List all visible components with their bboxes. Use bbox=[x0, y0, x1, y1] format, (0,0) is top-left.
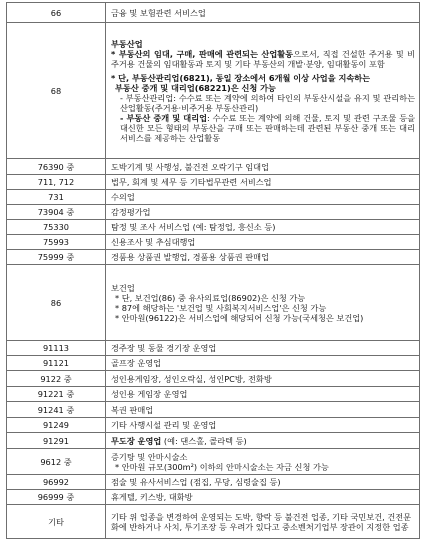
industry-description bbox=[106, 449, 420, 475]
industry-description: 금융 및 보험관련 서비스업 bbox=[106, 3, 420, 23]
table-row bbox=[7, 433, 420, 449]
note-line: * 단, 보건업(86) 중 유사의료업(86902)은 신청 가능 bbox=[115, 292, 306, 303]
table-row bbox=[7, 490, 420, 505]
industry-description: 점술 및 유사서비스업 (점집, 무당, 심령술집 등) bbox=[106, 475, 420, 490]
industry-code: 9612 중 bbox=[7, 449, 106, 475]
table-row bbox=[7, 402, 420, 418]
section-title: 보건업 bbox=[111, 282, 135, 293]
description-text: (예: 댄스홀, 콜라텍 등) bbox=[161, 435, 247, 446]
industry-code: 기타 bbox=[7, 505, 106, 539]
industry-code: 76390 중 bbox=[7, 159, 106, 175]
note-line: * 87에 해당하는 '보건업 및 사회복지서비스업'은 신청 가능 bbox=[115, 302, 327, 313]
table-row bbox=[7, 449, 420, 475]
industry-description: 탐정 및 조사 서비스업 (예: 탐정업, 흥신소 등) bbox=[106, 220, 420, 235]
industry-code: 66 bbox=[7, 3, 106, 23]
table-row bbox=[7, 175, 420, 190]
industry-code: 96992 bbox=[7, 475, 106, 490]
industry-description: 경품용 상품권 발행업, 경품용 상품권 판매업 bbox=[106, 250, 420, 265]
industry-code: 91241 중 bbox=[7, 402, 106, 418]
table-row bbox=[7, 475, 420, 490]
industry-code: 91113 bbox=[7, 341, 106, 356]
industry-description: 법무, 회계 및 세무 등 기타법무관련 서비스업 bbox=[106, 175, 420, 190]
note-line: * 단, 부동산관리업(6821), 동일 장소에서 6개월 이상 사업을 지속하는 bbox=[111, 72, 371, 83]
table-row bbox=[7, 220, 420, 235]
table-row bbox=[7, 23, 420, 159]
note-line bbox=[111, 113, 415, 143]
note-text: : 수수료 또는 계약에 의해 건물, 토지 및 관련 구조물 등을 대신한 모든 형태의 부동산을 구매 또는 판매하는데 관련된 부동산 중개 또는 대리 서비스를 제공하는 산업활동 bbox=[120, 112, 416, 143]
industry-description: 골프장 운영업 bbox=[106, 356, 420, 371]
note-emphasis: * 부동산의 임대, 구매, 판매에 관련되는 산업활동 bbox=[111, 48, 294, 59]
section-title: 부동산업 bbox=[111, 38, 143, 49]
note-emphasis: - 부동산 중개 및 대리업 bbox=[120, 112, 208, 123]
industry-code: 75330 bbox=[7, 220, 106, 235]
note-line: * 안마원 규모(300m²) 이하의 안마시술소는 자금 신청 가능 bbox=[115, 461, 329, 472]
industry-code: 96999 중 bbox=[7, 490, 106, 505]
industry-description: 휴게텔, 키스방, 대화방 bbox=[106, 490, 420, 505]
table-row bbox=[7, 159, 420, 175]
table-row bbox=[7, 341, 420, 356]
table-row bbox=[7, 356, 420, 371]
industry-code: 86 bbox=[7, 265, 106, 341]
industry-code: 711, 712 bbox=[7, 175, 106, 190]
industry-description: 도박기계 및 사행성, 불건전 오락기구 임대업 bbox=[106, 159, 420, 175]
table-row bbox=[7, 371, 420, 387]
table-row bbox=[7, 205, 420, 220]
table-row bbox=[7, 235, 420, 250]
industry-code: 91121 bbox=[7, 356, 106, 371]
industry-code: 75999 중 bbox=[7, 250, 106, 265]
table-row bbox=[7, 505, 420, 539]
note-line: * 안마원(96122)은 서비스업에 해당되어 신청 가능(국세청은 보건업) bbox=[115, 312, 364, 323]
industry-description: 기타 사행시설 관리 및 운영업 bbox=[106, 418, 420, 433]
industry-description: 복권 판매업 bbox=[106, 402, 420, 418]
industry-description: 성인용 게임장 운영업 bbox=[106, 387, 420, 402]
industry-description: 기타 위 업종을 변경하여 운영되는 도박, 향락 등 불건전 업종, 기타 국민보건, 건전문화에 반하거나 사치, 투기조장 등 우려가 있다고 중소벤처기업부 장관이 지정한 업종 bbox=[106, 505, 420, 539]
note-line: 부동산 중개 및 대리업(68221)은 신청 가능 bbox=[115, 82, 276, 93]
industry-code: 731 bbox=[7, 190, 106, 205]
table-row bbox=[7, 250, 420, 265]
industry-description: 신용조사 및 추심대행업 bbox=[106, 235, 420, 250]
table-row bbox=[7, 265, 420, 341]
industry-description: 성인용게임장, 성인오락실, 성인PC방, 전화방 bbox=[106, 371, 420, 387]
section-title: 증기탕 및 안마시술소 bbox=[111, 451, 188, 462]
industry-code: 73904 중 bbox=[7, 205, 106, 220]
industry-description: 경주장 및 동물 경기장 운영업 bbox=[106, 341, 420, 356]
industry-code: 91249 bbox=[7, 418, 106, 433]
note-line bbox=[111, 49, 415, 69]
table-row bbox=[7, 418, 420, 433]
industry-description: 감정평가업 bbox=[106, 205, 420, 220]
industry-description bbox=[106, 265, 420, 341]
industry-description bbox=[106, 23, 420, 159]
table-row bbox=[7, 3, 420, 23]
industry-description bbox=[106, 433, 420, 449]
excluded-industry-table bbox=[6, 2, 420, 539]
industry-code: 91221 중 bbox=[7, 387, 106, 402]
industry-description: 수의업 bbox=[106, 190, 420, 205]
description-emphasis: 무도장 운영업 bbox=[111, 435, 162, 446]
note-text: 으로서, 직접 건설한 주거용 및 비주거용 건물의 임대활동과 토지 및 기타 부동산의 개발·분양, 임대활동이 포함 bbox=[111, 48, 415, 69]
industry-code: 68 bbox=[7, 23, 106, 159]
table-row bbox=[7, 387, 420, 402]
industry-code: 75993 bbox=[7, 235, 106, 250]
table-row bbox=[7, 190, 420, 205]
industry-code: 9122 중 bbox=[7, 371, 106, 387]
industry-code: 91291 bbox=[7, 433, 106, 449]
note-line: - 부동산관리업: 수수료 또는 계약에 의하여 타인의 부동산시설을 유지 및 관리하는 산업활동(주거용·비주거용 부동산관리) bbox=[120, 92, 415, 113]
